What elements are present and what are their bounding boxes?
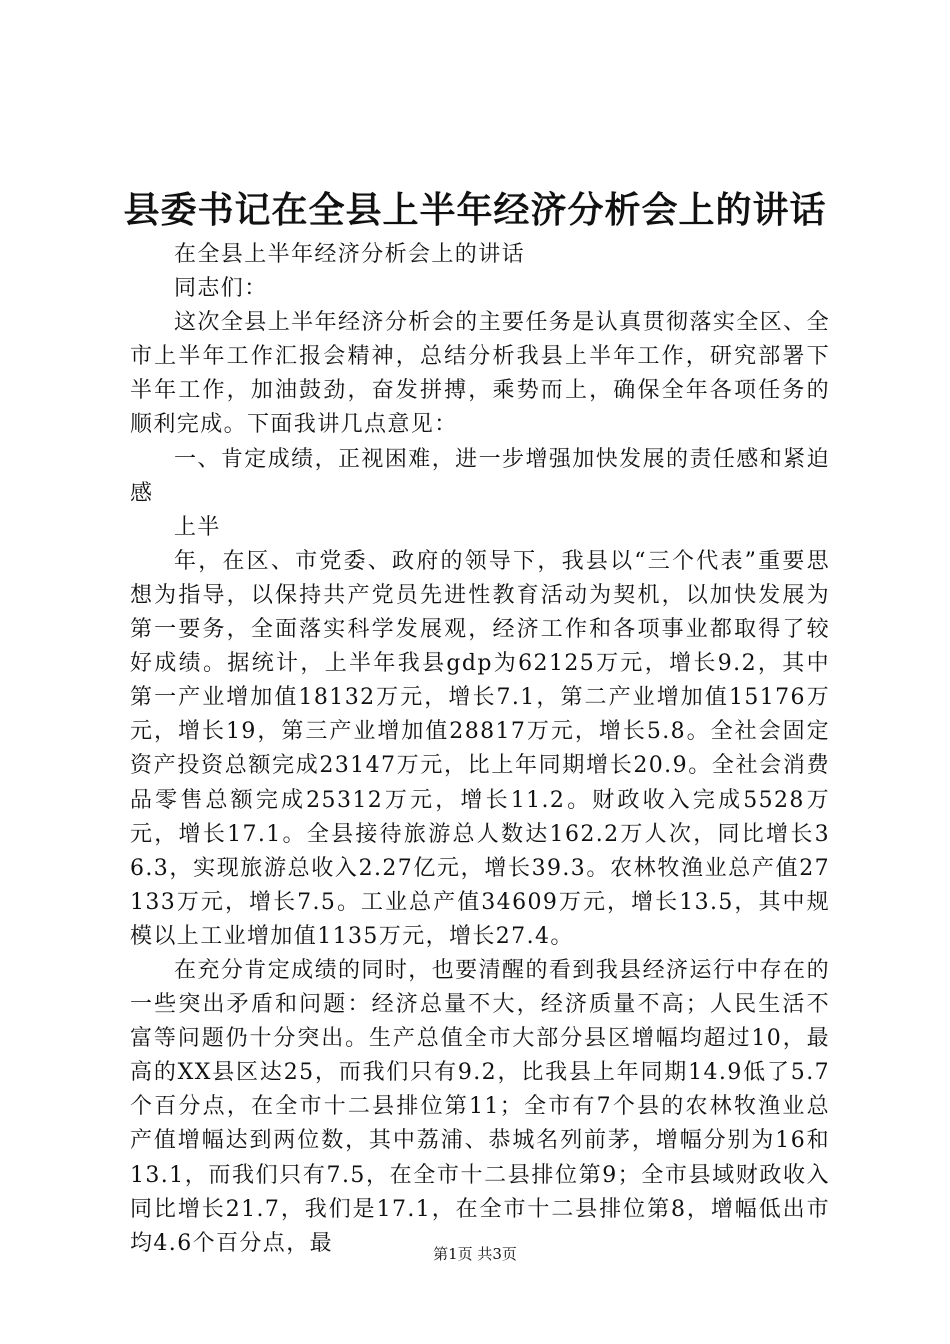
section-heading-1: 一、肯定成绩，正视困难，进一步增强加快发展的责任感和紧迫感 — [130, 446, 830, 506]
salutation-paragraph: 同志们： — [174, 276, 268, 302]
page-number-footer: 第1页 共3页 — [433, 1245, 517, 1263]
body-paragraph: 在充分肯定成绩的同时，也要清醒的看到我县经济运行中存在的一些突出矛盾和问题：经济总量不大，经济质量不高；人民生活不富等问题仍十分突出。生产总值全市大部分县区增幅均超过10，最高的XX县区达25，而我们只有9.2，比我县上年同期14.9低了5.7个百分点，在全市十二县排位第11；全市有7个县的农林牧渔业总产值增幅达到两位数，其中荔浦、恭城名列前茅，增幅分别为16和13.1，而我们只有7.5，在全市十二县排位第9；全市县域财政收入同比增长21.7，我们是17.1，在全市十二县排位第8，增幅低出市均4.6个百分点，最 — [130, 957, 830, 1256]
intro-paragraph: 这次全县上半年经济分析会的主要任务是认真贯彻落实全区、全市上半年工作汇报会精神，总结分析我县上半年工作，研究部署下半年工作，加油鼓劲，奋发拼搏，乘势而上，确保全年各项任务的顺利完成。下面我讲几点意见： — [130, 310, 830, 438]
subtitle-paragraph: 在全县上半年经济分析会上的讲话 — [174, 242, 526, 267]
body-paragraph: 年，在区、市党委、政府的领导下，我县以“三个代表”重要思想为指导，以保持共产党员先进性教育活动为契机，以加快发展为第一要务，全面落实科学发展观，经济工作和各项事业都取得了较好成绩。据统计，上半年我县gdp为62125万元，增长9.2，其中第一产业增加值18132万元，增长7.1，第二产业增加值15176万元，增长19，第三产业增加值28817万元，增长5.8。全社会固定资产投资总额完成23147万元，比上年同期增长20.9。全社会消费品零售总额完成25312万元，增长11.2。财政收入完成5528万元，增长17.1。全县接待旅游总人数达162.2万人次，同比增长36.3，实现旅游总收入2.27亿元，增长39.3。农林牧渔业总产值27133万元，增长7.5。工业总产值34609万元，增长13.5，其中规模以上工业增加值1135万元，增长27.4。 — [130, 548, 830, 949]
document-body — [130, 238, 830, 1261]
body-paragraph: 上半 — [174, 514, 221, 540]
document-title: 县委书记在全县上半年经济分析会上的讲话 — [123, 189, 827, 231]
